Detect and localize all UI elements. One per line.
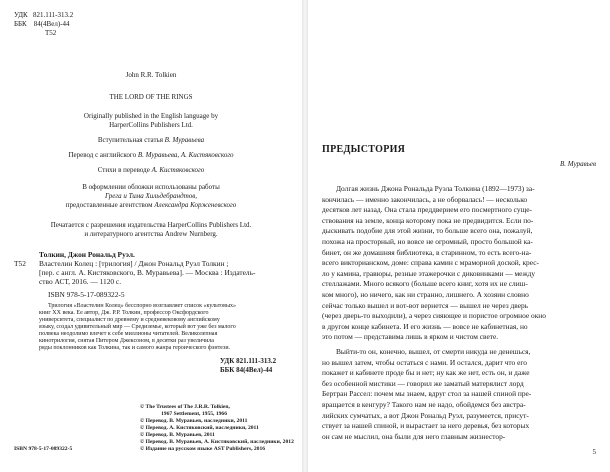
abstract-line-4: языку, создал удивительный мир — Средиземье, который вот уже без малого xyxy=(39,324,236,330)
page-number: 5 xyxy=(592,448,596,456)
body-line: это потом — представима лишь в ярком и чистом свете. xyxy=(322,332,499,342)
original-pub-line-1: Originally published in the English language by xyxy=(83,112,219,120)
body-line: десятков лет назад. Она стала преддверием его посмертного суще- xyxy=(322,205,532,215)
catalog-code: Т52 xyxy=(45,29,57,37)
biblio-code: Т52 xyxy=(14,259,26,268)
body-line: кончилась — именно закончилась, а не оборвалась! — несколько xyxy=(322,194,528,204)
bbk-label: ББК xyxy=(14,20,27,28)
body-line: (через дверь-то выходили), а через сияющее и пористое огромное окно xyxy=(322,311,546,321)
body-line: он сам не мыслил, она были для него главным жизнестор- xyxy=(322,431,506,441)
body-line: Бертран Рассел: почем мы знаем, вдруг стол за нашей спиной пре- xyxy=(322,389,532,399)
poems-label: Стихи в переводе xyxy=(97,166,152,174)
translation-label: Перевод с английского xyxy=(68,151,138,159)
udk-label: УДК xyxy=(14,11,28,19)
copyright-line-7: © Издание на русском языке AST Publishers, 2016 xyxy=(140,446,266,452)
body-line: дыскивать подобие для этой жизни, то больше всего она, пожалуй, xyxy=(322,226,533,236)
biblio-udk: УДК 821.111-313.2 xyxy=(220,357,277,365)
intro-name: В. Муравьева xyxy=(164,136,205,144)
biblio-line-2: [пер. с англ. А. Кистяковского, В. Муравьева]. — Москва : Издатель- xyxy=(39,268,256,277)
catalog-bbk xyxy=(14,20,69,29)
copyright-line-1: © The Trustees of The J.R.R. Tolkien, xyxy=(140,404,230,410)
biblio-line-3: ство АСТ, 2016. — 1120 с. xyxy=(39,277,122,286)
biblio-heading: Толкин, Джон Рональд Руэл. xyxy=(39,250,135,259)
left-page xyxy=(0,0,302,472)
chapter-author: В. Муравьев xyxy=(560,160,596,168)
body-line: в другом конце кабинета. И его жизнь — вовсе не кабинетная, но xyxy=(322,321,528,331)
intro-label: Вступительная статья xyxy=(97,136,165,144)
permission-line-1: Печатается с разрешения издательства HarperCollins Publishers Ltd. xyxy=(50,221,252,229)
cover-agency-name: Александра Корженевского xyxy=(154,201,237,209)
copyright-line-2: 1967 Settlement, 1955, 1966 xyxy=(161,411,228,417)
permission-line-2: и литературного агентства Andrew Nurnberg. xyxy=(84,230,218,238)
translation-name: В. Муравьева, А. Кистяковского xyxy=(137,151,234,159)
original-title: THE LORD OF THE RINGS xyxy=(109,93,193,101)
bbk-value: 84(4Вел)-44 xyxy=(33,20,70,28)
original-pub-line-2: HarperCollins Publishers Ltd. xyxy=(109,121,193,129)
body-line: ло у камина, гравюры, резные этажерочки с диковинками — между xyxy=(322,268,536,278)
body-line: лийских сумчатых, а вот Джон Рональд Руэл, разумеется, присут- xyxy=(322,410,529,420)
biblio-bbk: ББК 84(4Вел)-44 xyxy=(220,366,273,374)
body-line: всего викторианском, доме: справа камин с мраморной доской, крес- xyxy=(322,258,539,268)
abstract-line-1: Трилогия «Властелин Колец» бесспорно возглавляет список «культовых» xyxy=(48,303,237,309)
copyright-line-3: © Перевод. В. Муравьев, наследники, 2011 xyxy=(140,418,248,424)
body-line: Долгая жизнь Джона Рональда Руэла Толкина (1892—1973) за- xyxy=(336,184,535,193)
poems-name: А. Кистяковского xyxy=(151,166,205,174)
body-line: сейчас только вышел и вот-вот вернется — вышел не через дверь xyxy=(322,300,529,310)
biblio-line-1: Властелин Колец : [трилогия] / Джон Рональд Руэл Толкин ; xyxy=(39,259,229,268)
abstract-line-7: ряды поклонников как Толкина, так и самого жанра героического фэнтези. xyxy=(39,345,231,351)
chapter-title: ПРЕДЫСТОРИЯ xyxy=(322,144,406,155)
body-line: похожа на просторный, но вовсе не огромный, просто большой ка- xyxy=(322,237,533,246)
biblio-isbn: ISBN 978-5-17-089322-5 xyxy=(48,290,125,299)
abstract-line-3: университета, специалист по древнему и средневековому английскому xyxy=(39,317,220,323)
cover-credit-line-1: В оформлении обложки использованы работы xyxy=(82,183,220,191)
body-line: но вышел затем, чтобы остаться с нами. И остался, дарит что его xyxy=(322,357,527,367)
intro-credit xyxy=(0,136,302,145)
cover-agency-label: предоставленные агентством xyxy=(65,201,155,209)
abstract-line-2: книг XX века. Ее автор, Дж. Р.Р. Толкин, профессор Оксфордского xyxy=(39,310,209,316)
copyright-line-6: © Перевод. В. Муравьев, А. Кистяковский, наследники, 2012 xyxy=(140,439,294,445)
body-line: без особенной мистики — говорил же заматый матерялист лорд xyxy=(322,378,524,388)
copyright-line-4: © Перевод. А. Кистяковский, наследники, 2011 xyxy=(140,425,259,431)
body-line: вращается в кенгуру? Такого нам не надо, обойдемся без австра- xyxy=(322,400,526,409)
poems-credit xyxy=(0,166,302,175)
body-line: бинет, он же домашняя библиотека, в старинном, то есть всего-на- xyxy=(322,247,532,257)
abstract-line-6: кинотрилогия, снятая Питером Джексоном, в десятки раз увеличила xyxy=(39,338,214,344)
udk-value: 821.111-313.2 xyxy=(32,11,74,19)
body-line: покажет и кабинете проде бы и нет; ну как же нет, есть он, и даже xyxy=(322,368,530,378)
translation-credit xyxy=(0,151,302,160)
cover-credit-line-2: Грега и Тима Хильдебрандтов, xyxy=(104,192,198,200)
isbn-bottom: ISBN 978-5-17-089322-5 xyxy=(14,446,73,452)
body-line: ствует за нашей спиной, и вырастает за него деревья, без которых xyxy=(322,421,530,431)
abstract-line-5: полвека неодолимо влечет к себе миллионы читателей. Великолепная xyxy=(39,331,218,337)
author-name: John R.R. Tolkien xyxy=(125,71,177,79)
copyright-line-5: © Перевод. В. Муравьев, 2011 xyxy=(140,432,215,438)
body-line: Выйти-то он, конечно, вышел, от смерти никуда не денешься, xyxy=(336,347,531,356)
cover-credit-line-3 xyxy=(0,201,302,210)
catalog-udk xyxy=(14,11,73,20)
right-page xyxy=(308,0,610,472)
body-line: ствования на земле, конца которому пока не предвидится. Если по- xyxy=(322,215,534,225)
body-line: стеллажами. Много всякого (больше всего книг, хотя их не слиш- xyxy=(322,279,528,289)
body-line: ком много), но ничего, как ни странно, лишнего. А хозяин словно xyxy=(322,290,529,299)
